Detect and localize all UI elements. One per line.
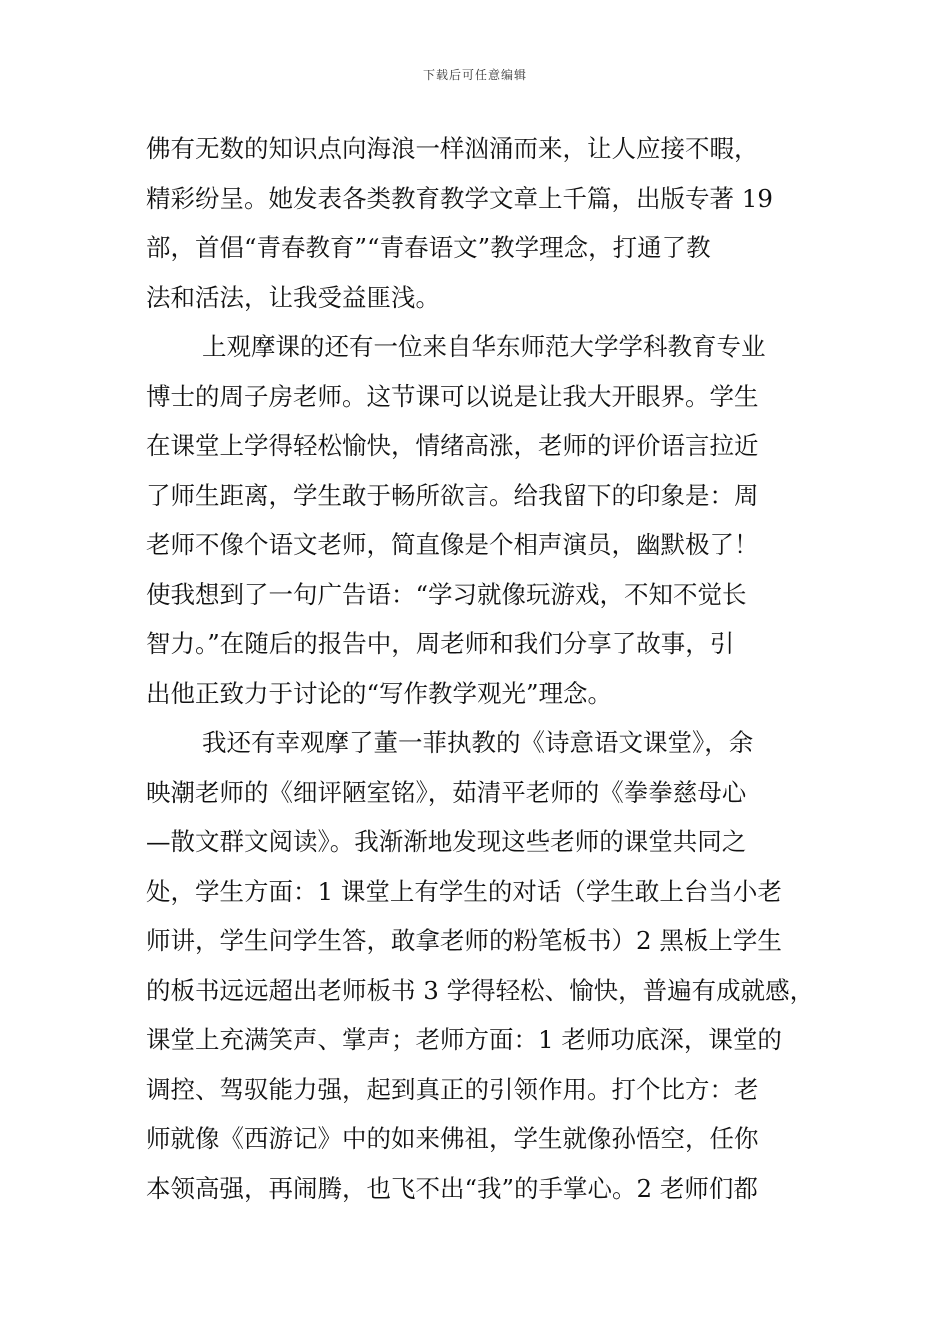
text-line: 精彩纷呈。她发表各类教育教学文章上千篇，出版专著 19 — [146, 183, 773, 213]
text-line: 师就像《西游记》中的如来佛祖，学生就像孙悟空，任你 — [146, 1124, 759, 1153]
text-line: 佛有无数的知识点向海浪一样汹涌而来，让人应接不暇， — [146, 134, 759, 163]
text-line: 师讲，学生问学生答，敢拿老师的粉笔板书）2 黑板上学生 — [146, 926, 782, 955]
text-line: 博士的周子房老师。这节课可以说是让我大开眼界。学生 — [146, 381, 759, 411]
body-text — [146, 124, 816, 1213]
text-line: 调控、驾驭能力强，起到真正的引领作用。打个比方：老 — [146, 1074, 759, 1104]
paragraph-start-line: 我还有幸观摩了董一菲执教的《诗意语文课堂》，余 — [202, 728, 754, 757]
text-line: 智力。”在随后的报告中，周老师和我们分享了故事，引 — [146, 629, 735, 658]
text-line: 处，学生方面：1 课堂上有学生的对话（学生敢上台当小老 — [146, 876, 782, 906]
page-header-note: 下载后可任意编辑 — [422, 68, 527, 82]
text-line: 出他正致力于讨论的“写作教学观光”理念。 — [146, 678, 613, 708]
text-line: 的板书远远超出老师板书 3 学得轻松、愉快，普遍有成就感， — [146, 975, 815, 1005]
text-line: 使我想到了一句广告语：“学习就像玩游戏，不知不觉长 — [146, 579, 747, 609]
text-line: 课堂上充满笑声、掌声；老师方面：1 老师功底深，课堂的 — [146, 1025, 782, 1054]
text-line: 部，首倡“青春教育”“青春语文”教学理念，打通了教 — [146, 233, 711, 262]
text-line: 在课堂上学得轻松愉快，情绪高涨，老师的评价语言拉近 — [146, 431, 759, 460]
text-line: 法和活法，让我受益匪浅。 — [146, 282, 440, 312]
text-line: 本领高强，再闹腾，也飞不出“我”的手掌心。2 老师们都 — [146, 1173, 758, 1203]
text-line: 映潮老师的《细评陋室铭》，茹清平老师的《拳拳慈母心 — [146, 777, 747, 807]
text-line: 了师生距离，学生敢于畅所欲言。给我留下的印象是：周 — [146, 480, 759, 510]
text-line: 老师不像个语文老师，简直像是个相声演员，幽默极了！ — [146, 530, 759, 559]
paragraph-start-line: 上观摩课的还有一位来自华东师范大学学科教育专业 — [202, 332, 766, 361]
text-line: —散文群文阅读》。我渐渐地发现这些老师的课堂共同之 — [146, 827, 747, 856]
